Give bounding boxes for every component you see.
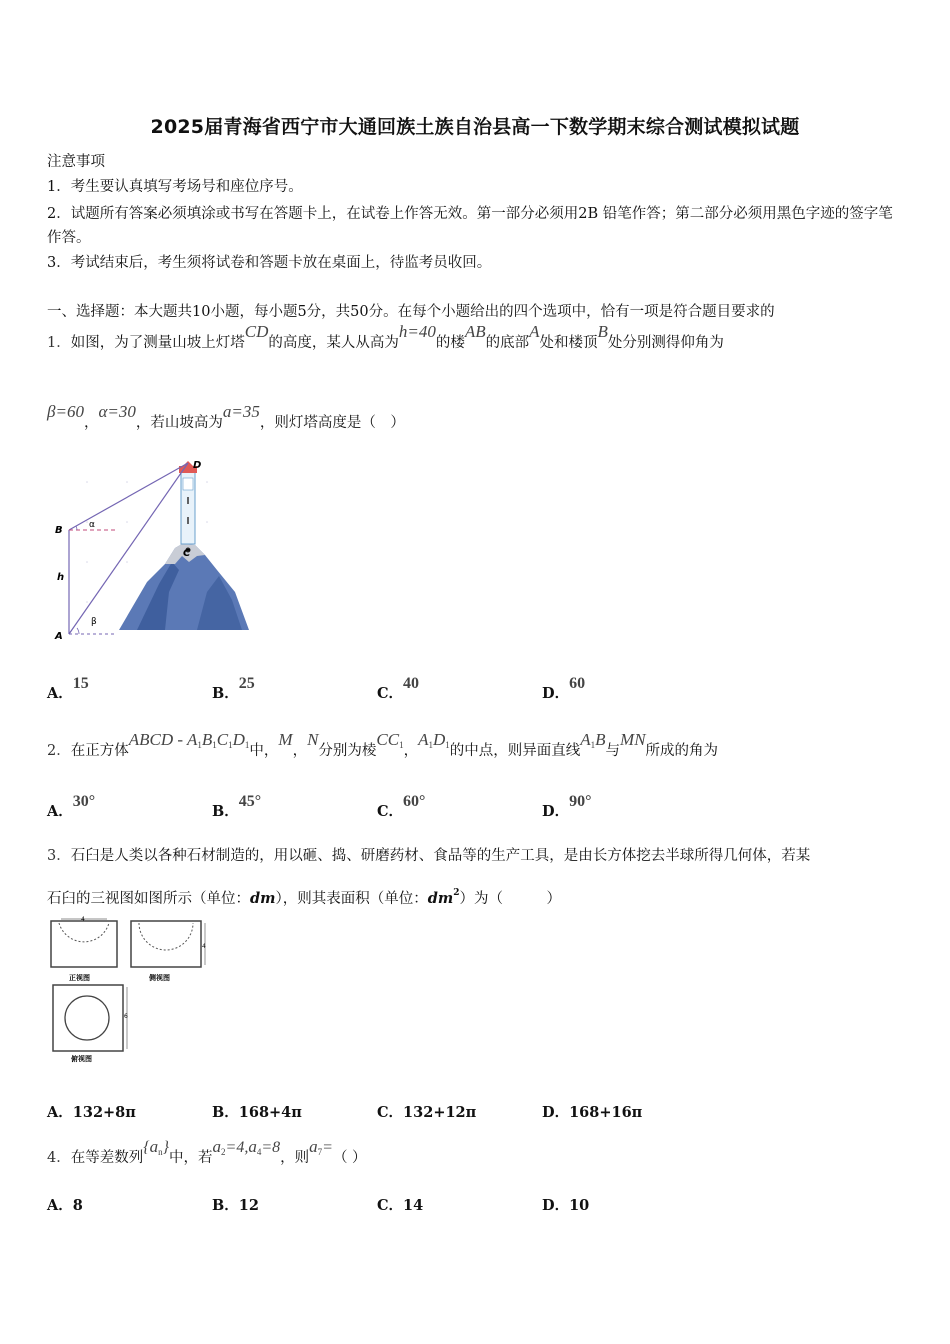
math-sub: 7: [317, 1147, 323, 1157]
q2-option-a[interactable]: [47, 793, 96, 821]
q3-text: 石臼的三视图如图所示（单位：: [47, 891, 250, 907]
math-sub: 1: [228, 740, 233, 750]
math-sub: 1: [590, 740, 596, 750]
math-b: B: [597, 322, 608, 341]
q2-option-d[interactable]: [542, 793, 592, 821]
q1-text: ，若山坡高为: [135, 415, 223, 431]
math-sequence: [143, 1137, 169, 1156]
q4-option-b[interactable]: [212, 1194, 259, 1215]
question-number: 4．: [47, 1150, 71, 1166]
dim-width: 4: [81, 916, 85, 923]
q3-option-a[interactable]: [47, 1101, 136, 1122]
q1-text: 的楼: [435, 335, 465, 351]
q1-text: 处和楼顶: [539, 335, 598, 351]
math-part: A: [418, 730, 429, 749]
q1-text: 的高度，某人从高为: [268, 335, 399, 351]
option-label: A．: [47, 685, 73, 702]
question-1-line-2: [47, 402, 405, 433]
option-label: B．: [212, 685, 239, 702]
option-label: B．: [212, 803, 239, 820]
math-cube: [129, 730, 250, 749]
question-number: 3．: [47, 848, 71, 864]
q2-text: 在正方体: [70, 743, 129, 759]
math-sub: 2: [221, 1147, 226, 1157]
math-part: B: [595, 730, 606, 749]
label-c: C: [183, 548, 191, 559]
dim-depth: 6: [124, 1013, 128, 1020]
math-a-height: a=35: [222, 402, 260, 421]
q1-option-b[interactable]: [212, 675, 255, 703]
page-title: 2025届青海省西宁市大通回族土族自治县高一下数学期末综合测试模拟试题: [150, 116, 800, 138]
math-cc1: [376, 730, 403, 749]
math-sub: 1: [428, 740, 433, 750]
q1-text: 如图，为了测量山坡上灯塔: [70, 335, 245, 351]
q2-text: 分别为棱: [318, 743, 377, 759]
option-label: C．: [377, 685, 404, 702]
q3-text: 石臼是人类以各种石材制造的，用以砸、捣、研磨药材、食品等的生产工具，是由长方体挖去半球所得几何体，若某: [70, 848, 811, 864]
q4-option-a[interactable]: [47, 1194, 83, 1215]
notice-item-1: 1．考生要认真填写考场号和座位序号。: [47, 179, 303, 195]
option-value: 15: [72, 675, 89, 692]
question-number: 2．: [47, 743, 71, 759]
math-mn: MN: [620, 730, 646, 749]
q1-text: 处分别测得仰角为: [607, 335, 724, 351]
math-part: C: [216, 730, 229, 749]
dim-height: 4: [202, 943, 206, 950]
option-label: A．: [47, 1197, 73, 1214]
option-value: 45°: [238, 793, 262, 810]
q4-option-d[interactable]: [542, 1194, 589, 1215]
math-n: N: [307, 730, 319, 749]
math-m: M: [278, 730, 293, 749]
q1-option-c[interactable]: [377, 675, 420, 703]
math-part: =8: [261, 1139, 281, 1156]
q3-text: ）为（ ）: [459, 891, 561, 907]
label-b: B: [55, 525, 63, 536]
math-part: D: [232, 730, 245, 749]
option-label: D．: [542, 1104, 570, 1121]
option-value: 12: [238, 1197, 259, 1214]
option-label: A．: [47, 1104, 73, 1121]
math-sub: 1: [197, 740, 202, 750]
math-part: =4: [225, 1139, 245, 1156]
option-value: 14: [403, 1197, 424, 1214]
unit-sup: 2: [453, 888, 460, 898]
q4-text: ，则: [280, 1150, 310, 1166]
label-h: h: [57, 572, 65, 583]
q2-text: 与: [605, 743, 621, 759]
math-part: CC: [376, 730, 400, 749]
q1-text: ，: [83, 415, 99, 431]
q3-option-d[interactable]: [542, 1101, 642, 1122]
option-value: 30°: [72, 793, 96, 810]
math-a1b: [580, 730, 605, 749]
q4-option-c[interactable]: [377, 1194, 423, 1215]
option-value: 168+16π: [569, 1104, 643, 1121]
unit-dm: dm: [250, 890, 276, 907]
math-part: ABCD -: [128, 730, 184, 749]
math-part: a: [309, 1137, 318, 1156]
q3-text: ），则其表面积（单位：: [275, 891, 428, 907]
option-value: 132+12π: [403, 1104, 477, 1121]
math-part: B: [201, 730, 213, 749]
option-label: B．: [212, 1197, 239, 1214]
notice-heading: 注意事项: [47, 154, 105, 170]
brace-right: }: [162, 1139, 170, 1156]
label-beta: β: [91, 617, 97, 627]
lighthouse-figure: [47, 452, 257, 644]
q2-option-c[interactable]: [377, 793, 426, 821]
math-sub: 1: [244, 740, 250, 750]
q4-text: 在等差数列: [70, 1150, 144, 1166]
math-alpha: α=30: [98, 402, 136, 421]
math-part: D: [432, 730, 446, 749]
option-value: 90°: [569, 793, 592, 810]
math-h: h=40: [398, 322, 436, 341]
notice-item-2: 2．试题所有答案必须填涂或书写在答题卡上，在试卷上作答无效。第一部分必须用2B 铅笔作答；第二部分必须用黑色字迹的签字笔作答。: [47, 206, 893, 246]
option-label: C．: [377, 803, 404, 820]
question-1-line-1: [47, 322, 724, 353]
math-sub: 1: [399, 740, 404, 750]
q2-text: 所成的角为: [645, 743, 719, 759]
q1-text: ，则灯塔高度是（ ）: [259, 415, 405, 431]
q1-option-a[interactable]: [47, 675, 89, 703]
question-2: [47, 730, 719, 765]
q1-text: 的底部: [485, 335, 530, 351]
label-front-view: 正视图: [69, 974, 90, 982]
question-4: [47, 1137, 367, 1172]
notice-item-3: 3．考试结束后，考生须将试卷和答题卡放在桌面上，待监考员收回。: [47, 255, 492, 271]
option-value: 8: [72, 1197, 83, 1214]
math-sub: n: [158, 1147, 163, 1157]
math-a: A: [529, 322, 540, 341]
math-part: a: [212, 1137, 222, 1156]
option-value: 25: [238, 675, 255, 692]
option-value: 60°: [403, 793, 426, 810]
option-value: 132+8π: [72, 1104, 136, 1121]
math-part: =: [322, 1139, 333, 1156]
q2-text: 的中点，则异面直线: [449, 743, 581, 759]
question-number: 1．: [47, 335, 71, 351]
q2-text: ，: [292, 743, 308, 759]
option-label: A．: [47, 803, 73, 820]
option-value: 10: [569, 1197, 590, 1214]
math-beta: β=60: [47, 402, 84, 421]
math-a2-a4: [213, 1137, 281, 1156]
option-label: D．: [542, 803, 570, 820]
q3-option-c[interactable]: [377, 1101, 476, 1122]
q2-text: 中，: [249, 743, 279, 759]
math-part: a: [248, 1137, 257, 1156]
option-label: C．: [377, 1104, 404, 1121]
brace-left: {: [143, 1139, 150, 1156]
math-sub: 1: [445, 740, 450, 750]
q3-option-b[interactable]: [212, 1101, 302, 1122]
option-label: D．: [542, 1197, 570, 1214]
math-a7: [309, 1137, 333, 1156]
q4-text: 中，若: [169, 1150, 213, 1166]
unit-dm2: dm: [427, 890, 454, 907]
math-a1d1: [418, 730, 450, 749]
label-top-view: 俯视图: [71, 1055, 92, 1063]
label-a: A: [55, 631, 63, 642]
q1-option-d[interactable]: [542, 675, 586, 703]
q2-text: ，: [403, 743, 419, 759]
label-side-view: 侧视图: [149, 974, 170, 982]
option-value: 168+4π: [238, 1104, 302, 1121]
math-part: A: [580, 730, 591, 749]
three-view-figure: [47, 915, 217, 1065]
option-label: C．: [377, 1197, 404, 1214]
option-value: 40: [403, 675, 420, 692]
q4-text: （ ）: [332, 1150, 367, 1166]
option-value: 60: [569, 675, 586, 692]
section-heading: 一、选择题：本大题共10小题，每小题5分，共50分。在每个小题给出的四个选项中，恰有一项是符合题目要求的: [47, 304, 775, 320]
math-part: ,: [244, 1139, 249, 1156]
math-sub: 1: [212, 740, 217, 750]
question-3-line-1: [47, 846, 810, 866]
math-part: A: [186, 730, 198, 749]
math-cd: CD: [244, 322, 269, 341]
math-sub: 4: [256, 1147, 262, 1157]
math-ab: AB: [464, 322, 486, 341]
q2-option-b[interactable]: [212, 793, 262, 821]
question-3-line-2: [47, 883, 561, 909]
label-d: D: [193, 460, 202, 471]
math-part: a: [149, 1137, 159, 1156]
option-label: B．: [212, 1104, 239, 1121]
option-label: D．: [542, 685, 570, 702]
label-alpha: α: [89, 520, 95, 530]
